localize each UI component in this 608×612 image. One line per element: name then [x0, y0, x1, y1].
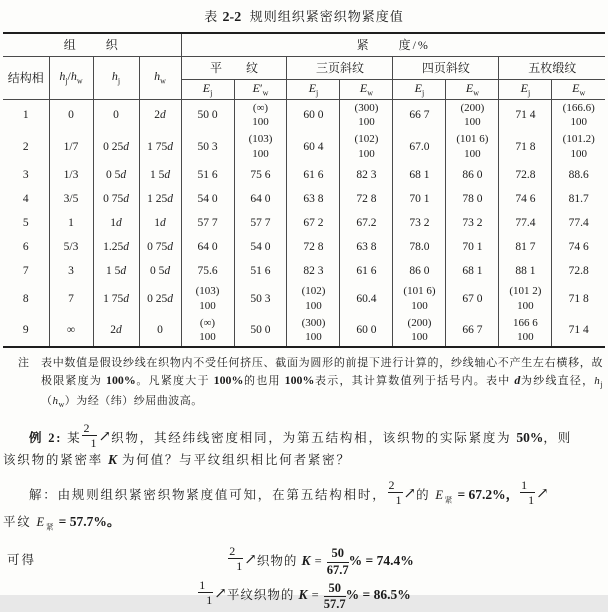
table-cell: (102) 100 [340, 131, 393, 163]
table-cell: 2 [3, 131, 49, 163]
fraction-numerator: 50 [327, 547, 349, 563]
header-hw [139, 56, 181, 99]
table-cell: 0 [49, 99, 93, 131]
header-hj [93, 56, 139, 99]
table-cell: 57 7 [234, 211, 287, 235]
twill-numerator: 1 [520, 479, 535, 493]
w-subscript: w [160, 76, 166, 86]
table-cell: 0 25d [93, 131, 139, 163]
e-symbol: E [252, 80, 260, 95]
note-text [41, 357, 604, 410]
table-cell: 54 0 [234, 235, 287, 259]
table-cell: 1 [49, 211, 93, 235]
e-value: = 67.2%， [454, 486, 520, 502]
table-cell: 67.2 [340, 211, 393, 235]
e-symbol: E [465, 80, 474, 95]
twill-numerator: 2 [388, 479, 403, 493]
table-cell: 1 5d [139, 163, 181, 187]
prime-mark: ′ [259, 80, 263, 95]
h-symbol: h [52, 395, 59, 408]
table-cell: 4 [3, 187, 49, 211]
table-cell: 78 0 [446, 187, 499, 211]
table-cell: 50 0 [181, 99, 234, 131]
j-subscript: j [210, 88, 213, 98]
table-cell: 1 75d [93, 283, 139, 315]
header-row-groups [3, 33, 605, 56]
table-cell: 1d [139, 211, 181, 235]
table-row [3, 211, 605, 235]
table-cell: 1/3 [49, 163, 93, 187]
table-cell: 81.7 [552, 187, 605, 211]
table-cell: 72.8 [499, 163, 552, 187]
table-cell: 60 0 [340, 315, 393, 348]
table-cell: 166 6 100 [499, 315, 552, 348]
table-cell: 6 [3, 235, 49, 259]
j-subscript: j [422, 88, 425, 98]
table-cell: ∞ [49, 315, 93, 348]
k-symbol: K [301, 552, 311, 568]
example-label [3, 431, 62, 445]
table-cell: 73 2 [446, 211, 499, 235]
twill-arrow-icon: ↗ [244, 551, 257, 568]
density-value: 50% [516, 429, 544, 445]
header-weave-group: 组 织 [3, 33, 181, 56]
table-cell: 86 0 [446, 163, 499, 187]
header-twill3: 三页斜纹 [287, 56, 393, 79]
note-segment: 表示，其计算数值列于括号内。表中 [314, 375, 515, 388]
header-ej [499, 79, 552, 99]
slash: / [67, 69, 71, 84]
table-cell: 1 5d [93, 259, 139, 283]
header-ew [552, 79, 605, 99]
w-subscript: w [76, 76, 83, 86]
table-cell: 0 75d [93, 187, 139, 211]
table-cell: (101.2) 100 [552, 131, 605, 163]
header-structure-phase: 结构相 [3, 56, 49, 99]
twill-1-1-fraction [520, 479, 535, 506]
example-label-text: 例 2: [29, 430, 63, 445]
title-number: 2-2 [222, 10, 242, 25]
solution-label-text: 解： [29, 487, 58, 502]
table-row [3, 283, 605, 315]
header-ew [340, 79, 393, 99]
table-cell: 64 0 [181, 235, 234, 259]
note-segment: 。凡紧度大于 [135, 375, 214, 388]
table-cell: 75 6 [234, 163, 287, 187]
table-cell: 68 1 [393, 163, 446, 187]
w-subscript: w [367, 88, 374, 98]
tight-subscript: 紧 [45, 522, 56, 532]
note-label: 注 [18, 357, 30, 370]
table-cell: 88 1 [499, 259, 552, 283]
table-cell: (103) 100 [181, 283, 234, 315]
table-cell: 82 3 [340, 163, 393, 187]
table-note [3, 355, 603, 413]
header-ew-prime [234, 79, 287, 99]
table-cell: (103) 100 [234, 131, 287, 163]
table-row [3, 163, 605, 187]
table-cell: 82 3 [287, 259, 340, 283]
paren: ） [64, 395, 77, 408]
table-cell: 7 [3, 259, 49, 283]
table-cell: 71 4 [552, 315, 605, 348]
tight-subscript: 紧 [444, 495, 455, 505]
table-cell: 71 4 [499, 99, 552, 131]
table-row [3, 235, 605, 259]
paren: （ [41, 395, 53, 408]
table-cell: 64 0 [234, 187, 287, 211]
table-cell: (∞) 100 [234, 99, 287, 131]
header-ej [393, 79, 446, 99]
table-title [3, 6, 605, 26]
table-cell: 0 [93, 99, 139, 131]
table-cell: (200) 100 [393, 315, 446, 348]
twill-1-1-fraction [198, 579, 213, 606]
j-subscript: j [527, 88, 531, 98]
table-cell: 50 3 [234, 283, 287, 315]
e-symbol: E [520, 80, 528, 95]
table-body [3, 99, 605, 347]
percent-value: 100% [213, 373, 244, 388]
table-cell: 3 [3, 163, 49, 187]
title-text: 规则组织紧密织物紧度值 [249, 9, 404, 24]
formula-line-twill [3, 545, 605, 578]
table-cell: (300) 100 [287, 315, 340, 348]
e-symbol: E [414, 80, 422, 95]
fraction-denominator: 67.7 [326, 562, 349, 577]
h-symbol: h [154, 69, 161, 84]
example-segment: 某 [62, 430, 82, 445]
header-ew [446, 79, 499, 99]
w-subscript: w [579, 88, 586, 98]
equals-sign: = [307, 588, 324, 603]
table-row [3, 131, 605, 163]
e-symbol: E [308, 80, 317, 95]
table-cell: 0 5d [139, 259, 181, 283]
table-cell: 1.25d [93, 235, 139, 259]
table-row [3, 315, 605, 348]
twill-numerator: 2 [228, 545, 243, 559]
table-cell: 74 6 [499, 187, 552, 211]
table-cell: 54 0 [181, 187, 234, 211]
table-cell: 73 2 [393, 211, 446, 235]
table-cell: 63 8 [340, 235, 393, 259]
twill-numerator: 1 [198, 579, 213, 593]
conclusion-lead: 可得 [7, 552, 37, 567]
note-segment: 的也用 [243, 375, 285, 388]
table-cell: 66 7 [446, 315, 499, 348]
table-cell: (200) 100 [446, 99, 499, 131]
twill-denominator: 1 [528, 492, 535, 507]
table-cell: 2d [93, 315, 139, 348]
table-cell: 50 3 [181, 131, 234, 163]
header-hj-hw-ratio [49, 56, 93, 99]
note-segment: 为纱线直径， [520, 375, 595, 388]
table-cell: 61 6 [340, 259, 393, 283]
table-cell: 7 [49, 283, 93, 315]
table-cell: 72 8 [287, 235, 340, 259]
formula-segment: 平纹织物的 [226, 588, 299, 603]
table-cell: 8 [3, 283, 49, 315]
k-symbol: K [298, 587, 308, 603]
table-cell: 3/5 [49, 187, 93, 211]
table-cell: 72 8 [340, 187, 393, 211]
j-subscript: j [117, 76, 121, 86]
fraction-50-67 [327, 547, 349, 578]
note-segment: 为经（纬）纱屈曲波高。 [76, 395, 203, 408]
table-cell: 0 25d [139, 283, 181, 315]
table-cell: 81 7 [499, 235, 552, 259]
table-cell: 50 0 [234, 315, 287, 348]
table-cell: 0 5d [93, 163, 139, 187]
twill-arrow-icon: ↗ [98, 428, 112, 445]
e-symbol: E [36, 515, 46, 530]
table-cell: 77.4 [499, 211, 552, 235]
table-row [3, 187, 605, 211]
k-symbol: K [108, 451, 118, 467]
formula-result: % = 74.4% [348, 552, 414, 568]
table-cell: 5/3 [49, 235, 93, 259]
table-cell: 67.0 [393, 131, 446, 163]
solution-segment: 由规则组织紧密织物紧度值可知，在第五结构相时， [57, 487, 387, 502]
twill-arrow-icon: ↗ [403, 485, 417, 502]
table-cell: 1 75d [139, 131, 181, 163]
table-cell: 70 1 [393, 187, 446, 211]
table-cell: 68 1 [446, 259, 499, 283]
table-cell: 51 6 [234, 259, 287, 283]
table-row [3, 99, 605, 131]
example-paragraph [3, 422, 605, 471]
twill-denominator: 1 [395, 492, 402, 507]
e-symbol: E [359, 80, 368, 95]
title-prefix: 表 [204, 9, 219, 24]
e-value: = 57.7%。 [55, 514, 121, 530]
table-cell: 71 8 [499, 131, 552, 163]
twill-denominator: 1 [90, 435, 97, 450]
header-plain-weave: 平 纹 [181, 56, 287, 79]
table-cell: 1 25d [139, 187, 181, 211]
twill-denominator: 1 [206, 593, 213, 608]
table-cell: 72.8 [552, 259, 605, 283]
twill-arrow-icon: ↗ [536, 485, 549, 502]
formula-segment: 织物的 [256, 553, 302, 568]
h-symbol: h [70, 69, 77, 84]
w-subscript: w [58, 400, 65, 410]
table-cell: 60 4 [287, 131, 340, 163]
table-cell: 60.4 [340, 283, 393, 315]
table-cell: 0 [139, 315, 181, 348]
table-cell: 3 [49, 259, 93, 283]
table-cell: 78.0 [393, 235, 446, 259]
table-cell: 57 7 [181, 211, 234, 235]
twill-numerator: 2 [82, 422, 97, 436]
example-segment: 织物，其经纬线密度相同，为第五结构相，该织物的实际紧度为 [111, 430, 517, 445]
table-cell: 74 6 [552, 235, 605, 259]
header-ej [287, 79, 340, 99]
w-subscript: w [262, 88, 269, 98]
table-cell: (101 6) 100 [393, 283, 446, 315]
j-subscript: j [65, 76, 68, 86]
e-symbol: E [435, 487, 445, 502]
table-cell: (102) 100 [287, 283, 340, 315]
note-segment: 表中数值是假设纱线在织物内不受任何挤压、截面为圆形的前提下进行计算的，纱线轴心不产生左右横移，故极限紧度为 [41, 357, 603, 388]
table-cell: (166.6) 100 [552, 99, 605, 131]
table-row [3, 259, 605, 283]
table-cell: 88.6 [552, 163, 605, 187]
table-cell: (101 6) 100 [446, 131, 499, 163]
j-subscript: j [316, 88, 319, 98]
header-tightness-group: 紧 度/% [181, 33, 605, 56]
h-symbol: h [59, 69, 66, 84]
table-cell: 63 8 [287, 187, 340, 211]
solution-segment: 平纹 [3, 515, 37, 530]
fraction-numerator: 50 [324, 582, 346, 598]
formula-line-plain [3, 579, 605, 612]
table-cell: 51 6 [181, 163, 234, 187]
table-cell: 60 0 [287, 99, 340, 131]
table-cell: (∞) 100 [181, 315, 234, 348]
twill-arrow-icon: ↗ [214, 586, 227, 603]
table-cell: 1d [93, 211, 139, 235]
table-cell: 67 0 [446, 283, 499, 315]
example-segment: 为何值？与平纹组织相比何者紧密？ [117, 452, 351, 467]
table-cell: 75.6 [181, 259, 234, 283]
solution-segment: 的 [416, 487, 436, 502]
percent-value: 100% [106, 373, 136, 388]
table-cell: 2d [139, 99, 181, 131]
h-symbol: h [594, 375, 601, 388]
fraction-50-57 [324, 582, 346, 612]
table-cell: 9 [3, 315, 49, 348]
w-subscript: w [473, 88, 479, 98]
e-symbol: E [572, 80, 580, 95]
twill-2-1-fraction [388, 479, 403, 506]
table-cell: 0 75d [139, 235, 181, 259]
table-head [3, 33, 605, 99]
table-cell: 1 [3, 99, 49, 131]
table-cell: (101 2) 100 [499, 283, 552, 315]
solution-paragraph [3, 479, 605, 539]
table-cell: 67 2 [287, 211, 340, 235]
table-cell: 5 [3, 211, 49, 235]
example-segment: ，则 [543, 430, 572, 445]
percent-value: 100% [284, 373, 315, 388]
table-cell: 66 7 [393, 99, 446, 131]
header-ej [181, 79, 234, 99]
table-cell: 86 0 [393, 259, 446, 283]
fraction-denominator: 57.7 [323, 597, 346, 612]
tightness-table [3, 32, 605, 348]
equals-sign: = [310, 553, 327, 568]
twill-denominator: 1 [236, 558, 243, 573]
d-symbol: d [514, 373, 521, 388]
table-cell: 61 6 [287, 163, 340, 187]
header-twill4: 四页斜纹 [393, 56, 499, 79]
header-row-weaves [3, 56, 605, 79]
formula-result: % = 86.5% [345, 587, 411, 603]
table-cell: 71 8 [552, 283, 605, 315]
solution-label [3, 488, 58, 502]
h-symbol: h [111, 69, 118, 84]
e-symbol: E [202, 80, 211, 95]
j-subscript: j [600, 380, 604, 390]
header-satin5: 五枚缎纹 [499, 56, 605, 79]
table-cell: 77.4 [552, 211, 605, 235]
table-cell: 70 1 [446, 235, 499, 259]
conclusion-block [3, 545, 605, 612]
twill-2-1-fraction [82, 422, 97, 449]
table-cell: 1/7 [49, 131, 93, 163]
table-cell: (300) 100 [340, 99, 393, 131]
example-segment: 该织物的紧密率 [3, 452, 109, 467]
twill-2-1-fraction [228, 545, 243, 572]
